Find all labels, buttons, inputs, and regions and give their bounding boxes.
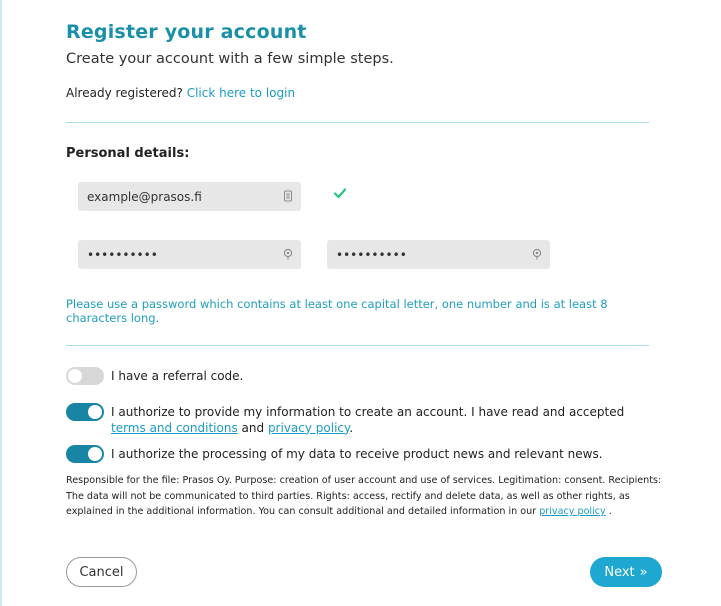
period-text: . xyxy=(349,420,354,435)
referral-code-toggle[interactable] xyxy=(66,367,104,385)
and-text: and xyxy=(241,420,265,435)
double-chevron-right-icon: » xyxy=(639,564,648,580)
toggle-knob xyxy=(68,369,82,383)
toggle-knob xyxy=(88,447,102,461)
authorize-account-toggle[interactable] xyxy=(66,403,104,421)
referral-code-label: I have a referral code. xyxy=(111,369,244,383)
product-news-toggle[interactable] xyxy=(66,445,104,463)
legal-privacy-policy-link[interactable]: privacy policy xyxy=(539,506,606,517)
divider-top xyxy=(66,122,649,123)
next-button-label: Next xyxy=(604,564,635,580)
password-confirm-field[interactable] xyxy=(327,240,550,269)
next-button[interactable] xyxy=(590,557,662,587)
email-valid-check-icon xyxy=(333,187,347,199)
password-key-icon xyxy=(531,248,543,260)
privacy-policy-link[interactable]: privacy policy xyxy=(267,420,350,435)
terms-and-conditions-link[interactable]: terms and conditions xyxy=(111,420,238,435)
divider-middle xyxy=(66,345,649,346)
login-prompt xyxy=(66,86,295,100)
legal-text: Responsible for the file: Prasos Oy. Purpose: creation of user account and use of services. Legitimation: consent. Recipients: The data will not be communicated to third parties. Rights: access, rectify and delete data, as well as other rights, as explained in the additional information. You can consult additional and detailed information in our xyxy=(66,475,662,517)
password-hint: Please use a password which contains at least one capital letter, one number and is at least 8 characters long. xyxy=(66,297,608,325)
authorize-account-text: I authorize to provide my information to create an account. I have read and accepted xyxy=(111,405,625,419)
password-input[interactable] xyxy=(87,248,301,262)
cancel-button[interactable]: Cancel xyxy=(66,557,137,587)
left-border xyxy=(0,0,2,606)
password-key-icon xyxy=(282,248,294,260)
already-registered-text: Already registered? xyxy=(66,86,183,100)
contact-card-icon xyxy=(282,190,294,202)
page-title: Register your account xyxy=(66,21,307,43)
page-subtitle: Create your account with a few simple steps. xyxy=(66,51,394,67)
password-confirm-input[interactable] xyxy=(336,248,550,262)
login-link[interactable]: Click here to login xyxy=(186,86,296,100)
authorize-account-label xyxy=(111,405,631,436)
email-input[interactable] xyxy=(87,190,301,204)
product-news-label: I authorize the processing of my data to receive product news and relevant news. xyxy=(111,447,603,461)
legal-period: . xyxy=(608,506,612,517)
legal-notice xyxy=(66,473,666,520)
section-title-personal: Personal details: xyxy=(66,146,190,161)
password-field[interactable] xyxy=(78,240,301,269)
email-field[interactable] xyxy=(78,182,301,211)
toggle-knob xyxy=(88,405,102,419)
